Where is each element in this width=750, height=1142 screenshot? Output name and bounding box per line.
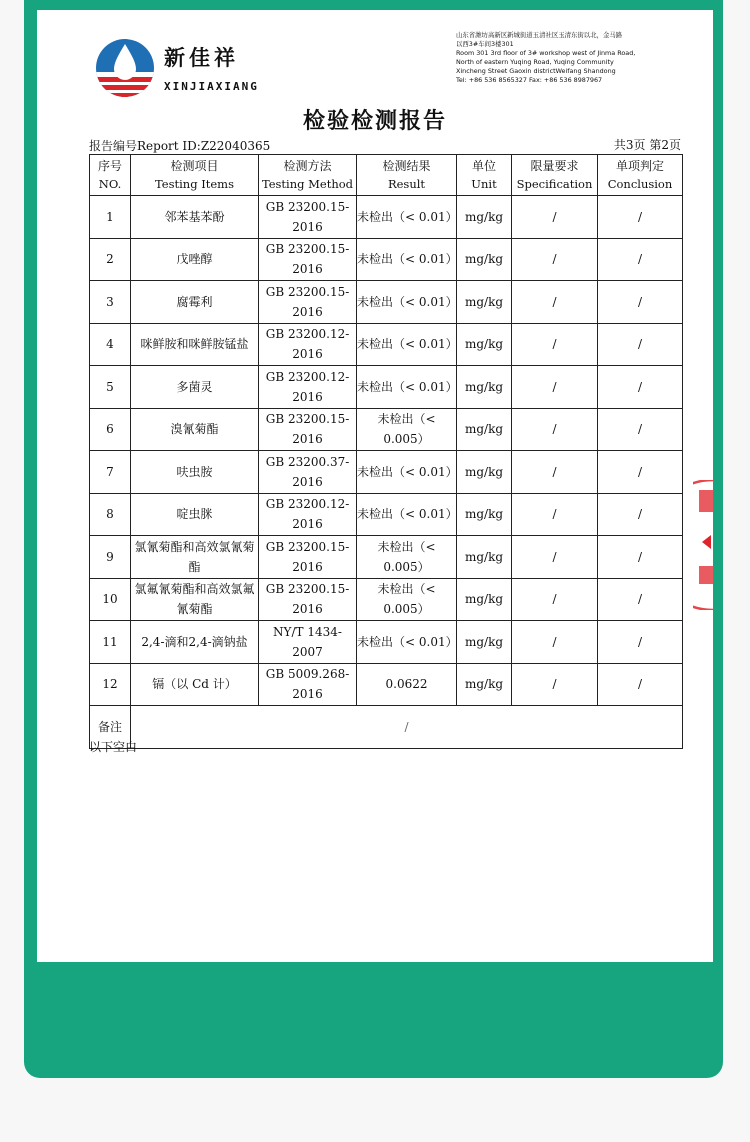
row-result: 未检出（< 0.01）: [357, 281, 457, 324]
address-line: North of eastern Yuqing Road, Yuqing Community: [456, 58, 614, 66]
row-spec: /: [512, 451, 598, 494]
row-no: 11: [90, 621, 131, 664]
company-name-en: XINJIAXIANG: [164, 80, 259, 93]
row-spec: /: [512, 408, 598, 451]
table-row: [90, 281, 683, 324]
row-spec: /: [512, 663, 598, 706]
row-conclusion: /: [598, 196, 683, 239]
report-title: 检验检测报告: [302, 108, 447, 134]
remark-row: [90, 706, 683, 749]
row-unit: mg/kg: [457, 196, 512, 239]
page-info: 共3页 第2页: [613, 138, 681, 152]
row-method: GB 23200.15-2016: [259, 238, 357, 281]
table-row: [90, 663, 683, 706]
row-no: 9: [90, 536, 131, 579]
header-unit: 单位 Unit: [457, 155, 512, 196]
row-item: 多菌灵: [131, 366, 259, 409]
company-logo-icon: [95, 38, 155, 98]
table-row: [90, 536, 683, 579]
row-no: 2: [90, 238, 131, 281]
test-results-table: [89, 154, 683, 749]
table-row: [90, 196, 683, 239]
row-item: 腐霉利: [131, 281, 259, 324]
row-method: GB 23200.15-2016: [259, 196, 357, 239]
row-unit: mg/kg: [457, 663, 512, 706]
header-method: 检测方法 Testing Method: [259, 155, 357, 196]
row-conclusion: /: [598, 408, 683, 451]
row-item: 邻苯基苯酚: [131, 196, 259, 239]
row-result: 未检出（< 0.005）: [357, 536, 457, 579]
row-method: NY/T 1434-2007: [259, 621, 357, 664]
row-result: 未检出（< 0.005）: [357, 578, 457, 621]
row-no: 7: [90, 451, 131, 494]
address-line: Tel: +86 536 8565327 Fax: +86 536 8987967: [456, 76, 603, 84]
row-conclusion: /: [598, 663, 683, 706]
row-no: 6: [90, 408, 131, 451]
row-conclusion: /: [598, 281, 683, 324]
row-method: GB 23200.15-2016: [259, 281, 357, 324]
table-row: [90, 493, 683, 536]
row-conclusion: /: [598, 366, 683, 409]
row-spec: /: [512, 493, 598, 536]
row-spec: /: [512, 536, 598, 579]
blank-below-note: 以下空白: [89, 740, 138, 754]
row-unit: mg/kg: [457, 578, 512, 621]
address-line: 以西3#车间3楼301: [456, 40, 514, 48]
row-conclusion: /: [598, 536, 683, 579]
row-conclusion: /: [598, 493, 683, 536]
row-conclusion: /: [598, 578, 683, 621]
row-spec: /: [512, 238, 598, 281]
row-result: 未检出（< 0.01）: [357, 323, 457, 366]
header-result: 检测结果 Result: [357, 155, 457, 196]
row-item: 啶虫脒: [131, 493, 259, 536]
table-row: [90, 323, 683, 366]
table-row: [90, 366, 683, 409]
row-item: 溴氰菊酯: [131, 408, 259, 451]
row-result: 未检出（< 0.01）: [357, 238, 457, 281]
row-result: 未检出（< 0.01）: [357, 621, 457, 664]
header-no: 序号 NO.: [90, 155, 131, 196]
row-spec: /: [512, 578, 598, 621]
row-method: GB 23200.15-2016: [259, 578, 357, 621]
address-line: Room 301 3rd floor of 3# workshop west of Jinma Road,: [456, 49, 636, 57]
row-spec: /: [512, 621, 598, 664]
table-row: [90, 578, 683, 621]
row-result: 未检出（< 0.005）: [357, 408, 457, 451]
row-method: GB 23200.12-2016: [259, 493, 357, 536]
row-method: GB 23200.15-2016: [259, 536, 357, 579]
row-conclusion: /: [598, 323, 683, 366]
row-unit: mg/kg: [457, 621, 512, 664]
row-item: 咪鲜胺和咪鲜胺锰盐: [131, 323, 259, 366]
table-row: [90, 408, 683, 451]
row-method: GB 5009.268-2016: [259, 663, 357, 706]
company-address: [456, 31, 706, 85]
row-unit: mg/kg: [457, 451, 512, 494]
row-conclusion: /: [598, 238, 683, 281]
row-item: 镉（以 Cd 计）: [131, 663, 259, 706]
row-item: 呋虫胺: [131, 451, 259, 494]
row-spec: /: [512, 323, 598, 366]
row-unit: mg/kg: [457, 238, 512, 281]
row-no: 12: [90, 663, 131, 706]
row-unit: mg/kg: [457, 281, 512, 324]
row-spec: /: [512, 366, 598, 409]
row-method: GB 23200.12-2016: [259, 366, 357, 409]
seal-stamp-icon: [693, 480, 713, 610]
row-method: GB 23200.37-2016: [259, 451, 357, 494]
row-item: 2,4-滴和2,4-滴钠盐: [131, 621, 259, 664]
row-result: 未检出（< 0.01）: [357, 451, 457, 494]
row-no: 10: [90, 578, 131, 621]
row-result: 未检出（< 0.01）: [357, 196, 457, 239]
row-spec: /: [512, 281, 598, 324]
remark-label: 备注: [90, 706, 131, 749]
table-header-row: [90, 155, 683, 196]
header-conclusion: 单项判定 Conclusion: [598, 155, 683, 196]
address-line: 山东省潍坊高新区新城街道玉清社区玉清东街以北，金马路: [456, 31, 623, 39]
row-unit: mg/kg: [457, 536, 512, 579]
row-unit: mg/kg: [457, 493, 512, 536]
row-result: 未检出（< 0.01）: [357, 493, 457, 536]
table-row: [90, 621, 683, 664]
table-row: [90, 451, 683, 494]
row-no: 1: [90, 196, 131, 239]
row-unit: mg/kg: [457, 366, 512, 409]
row-unit: mg/kg: [457, 408, 512, 451]
row-spec: /: [512, 196, 598, 239]
row-item: 戊唑醇: [131, 238, 259, 281]
company-name-cn: 新佳祥: [164, 46, 239, 70]
row-no: 5: [90, 366, 131, 409]
address-line: Xincheng Street Gaoxin districtWeifang Shandong: [456, 67, 616, 75]
row-item: 氯氰菊酯和高效氯氰菊酯: [131, 536, 259, 579]
header-spec: 限量要求 Specification: [512, 155, 598, 196]
row-result: 未检出（< 0.01）: [357, 366, 457, 409]
report-id: 报告编号Report ID:Z22040365: [89, 139, 271, 153]
row-conclusion: /: [598, 451, 683, 494]
row-no: 4: [90, 323, 131, 366]
row-unit: mg/kg: [457, 323, 512, 366]
row-result: 0.0622: [357, 663, 457, 706]
row-no: 8: [90, 493, 131, 536]
row-method: GB 23200.15-2016: [259, 408, 357, 451]
row-conclusion: /: [598, 621, 683, 664]
header-item: 检测项目 Testing Items: [131, 155, 259, 196]
row-item: 氯氟氰菊酯和高效氯氟氰菊酯: [131, 578, 259, 621]
table-row: [90, 238, 683, 281]
remark-value: /: [131, 706, 683, 749]
row-no: 3: [90, 281, 131, 324]
row-method: GB 23200.12-2016: [259, 323, 357, 366]
